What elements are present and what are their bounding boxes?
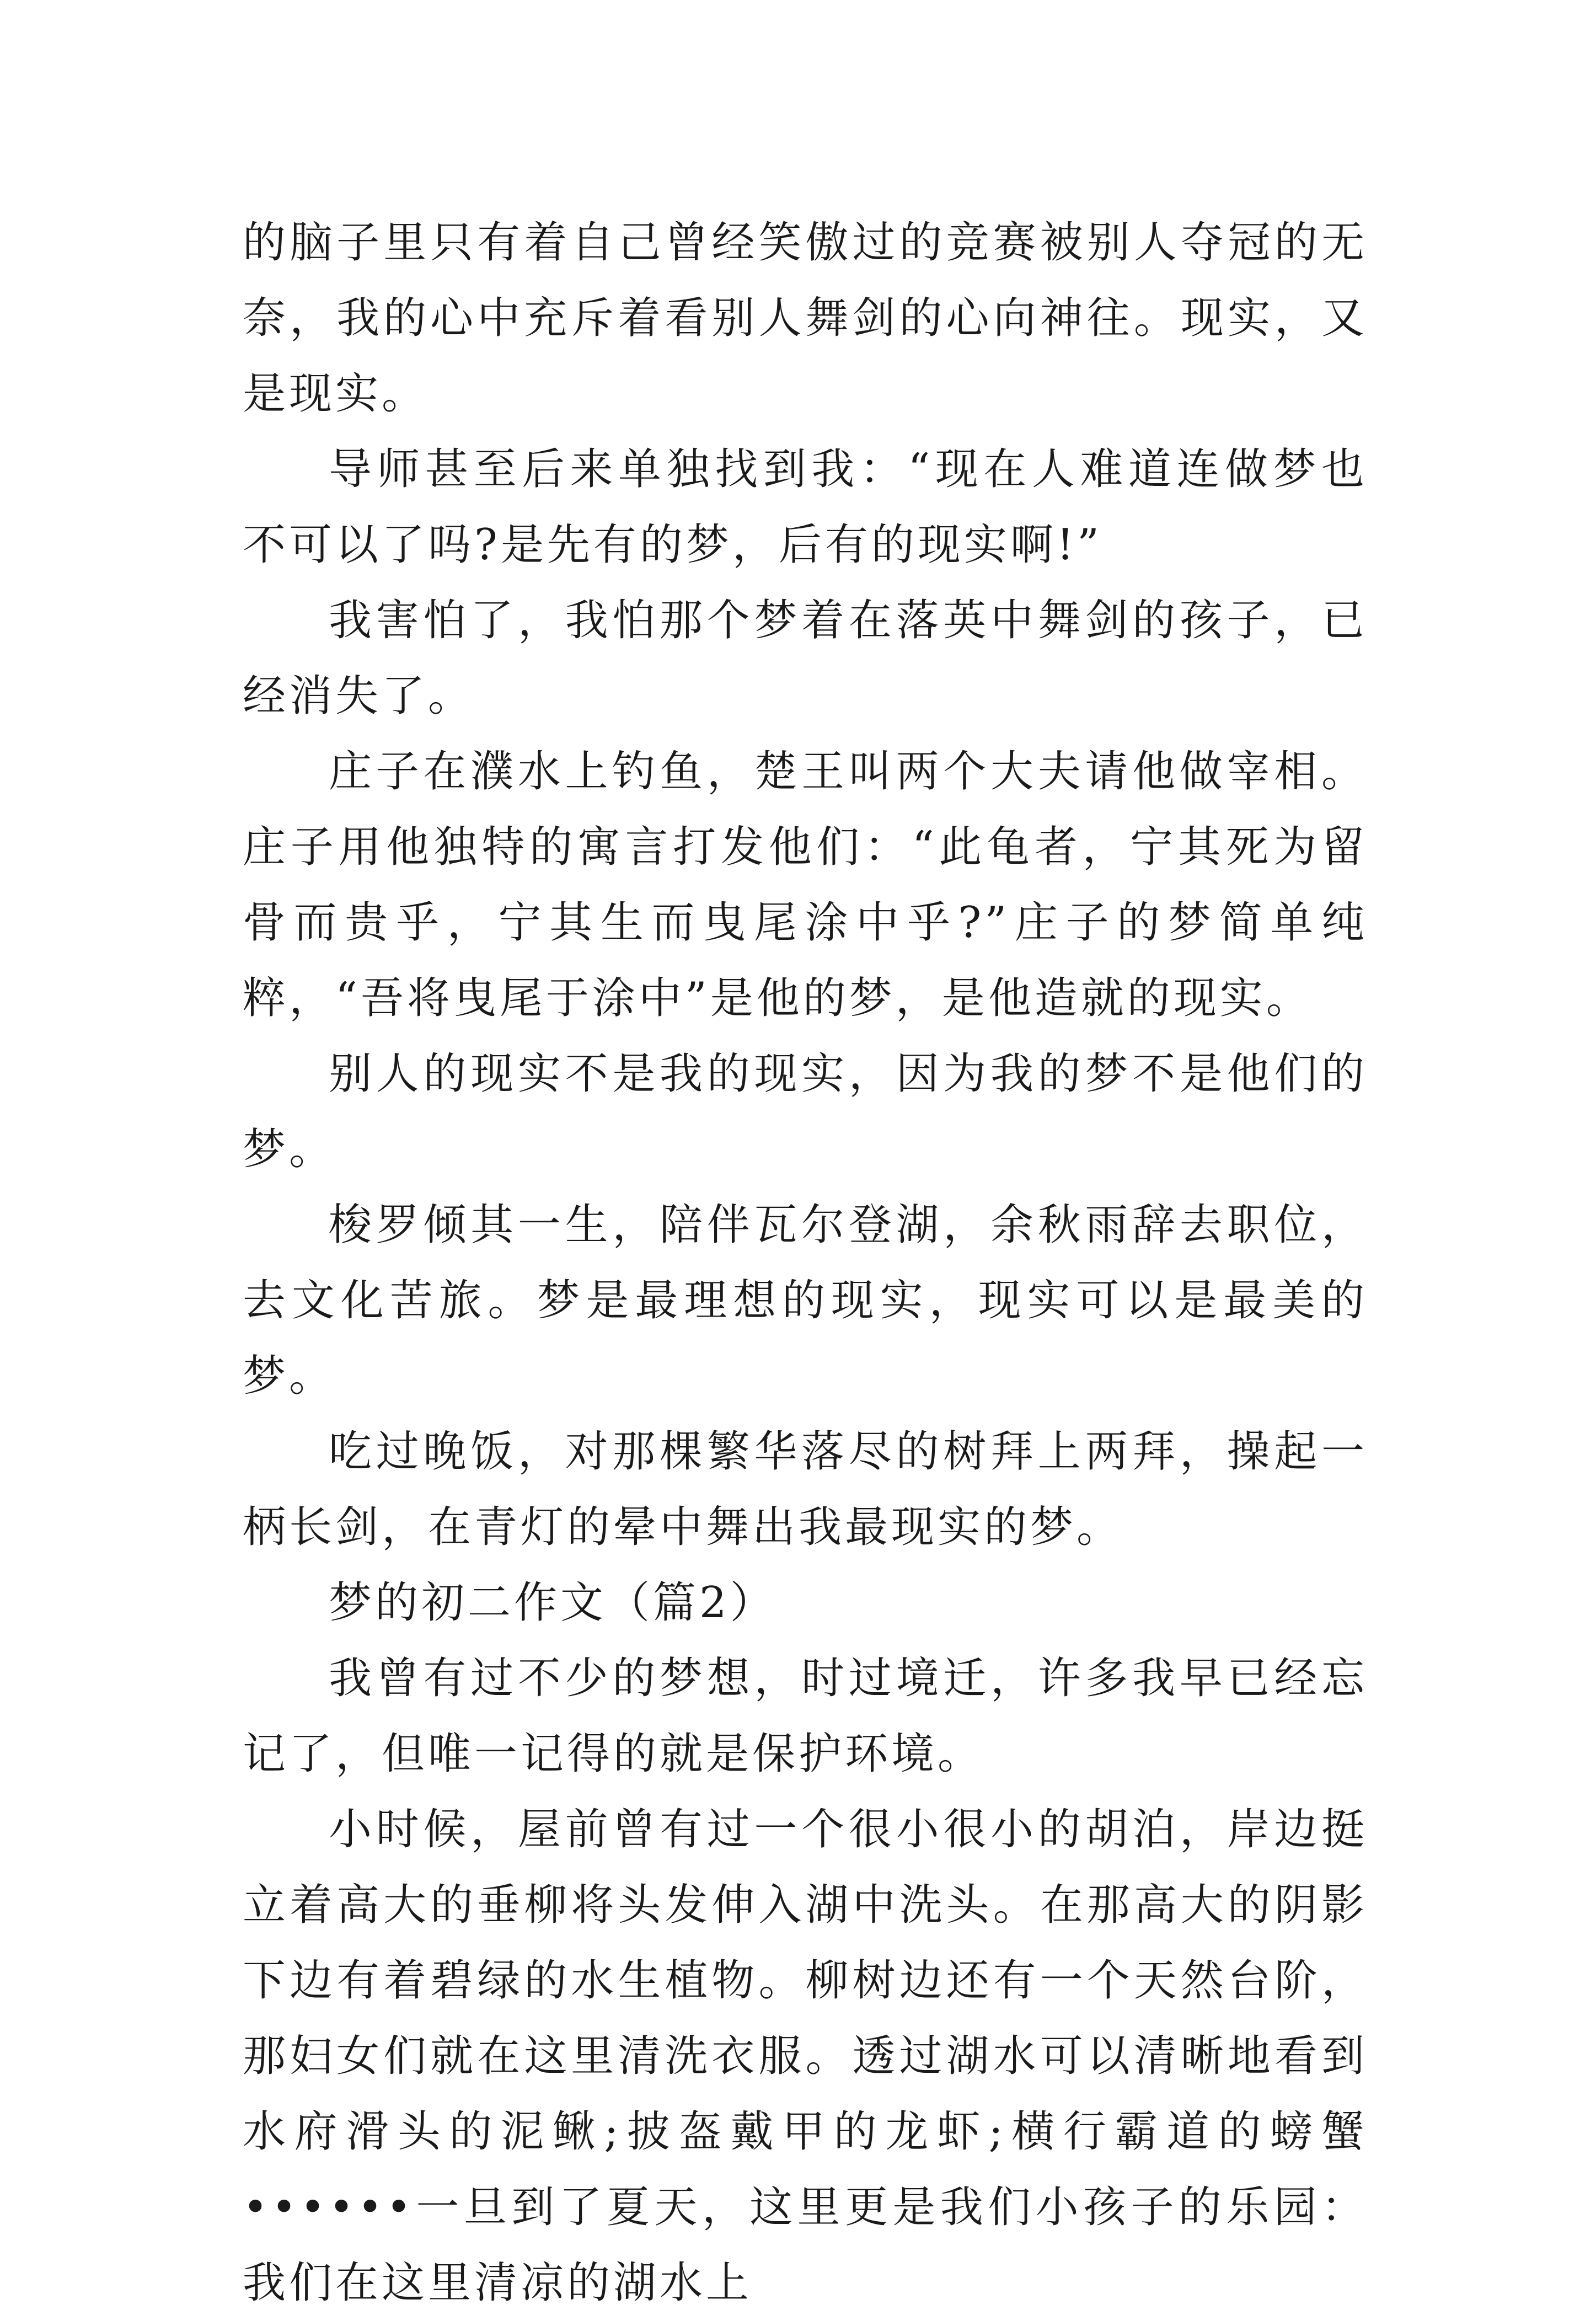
paragraph-5: 别人的现实不是我的现实，因为我的梦不是他们的梦。 [243, 1049, 1368, 1174]
paragraph-2: 导师甚至后来单独找到我：“现在人难道连做梦也不可以了吗?是先有的梦，后有的现实啊!” [243, 445, 1368, 570]
paragraph-1: 的脑子里只有着自己曾经笑傲过的竞赛被别人夺冠的无奈，我的心中充斥着看别人舞剑的心向神往。现实，又是现实。 [243, 218, 1368, 419]
section-heading: 梦的初二作文（篇2） [329, 1578, 776, 1628]
paragraph-7: 吃过晚饭，对那棵繁华落尽的树拜上两拜，操起一柄长剑，在青灯的晕中舞出我最现实的梦。 [243, 1427, 1368, 1552]
paragraph-3: 我害怕了，我怕那个梦着在落英中舞剑的孩子，已经消失了。 [243, 596, 1368, 721]
paragraph-4: 庄子在濮水上钓鱼，楚王叫两个大夫请他做宰相。庄子用他独特的寓言打发他们：“此龟者，宁其死为留骨而贵乎，宁其生而曳尾涂中乎?”庄子的梦简单纯粹，“吾将曳尾于涂中”是他的梦，是他造就的现实。 [243, 747, 1368, 1023]
paragraph-6: 梭罗倾其一生，陪伴瓦尔登湖，余秋雨辞去职位，去文化苦旅。梦是最理想的现实，现实可以是最美的梦。 [243, 1200, 1368, 1401]
paragraph-8: 我曾有过不少的梦想，时过境迁，许多我早已经忘记了，但唯一记得的就是保护环境。 [243, 1654, 1368, 1779]
document-body [243, 205, 1368, 2321]
paragraph-9: 小时候，屋前曾有过一个很小很小的胡泊，岸边挺立着高大的垂柳将头发伸入湖中洗头。在那高大的阴影下边有着碧绿的水生植物。柳树边还有一个天然台阶，那妇女们就在这里清洗衣服。透过湖水可以清晰地看到水府滑头的泥鳅;披盔戴甲的龙虾;横行霸道的螃蟹••••••一旦到了夏天，这里更是我们小孩子的乐园：我们在这里清凉的湖水上 [243, 1805, 1368, 2308]
